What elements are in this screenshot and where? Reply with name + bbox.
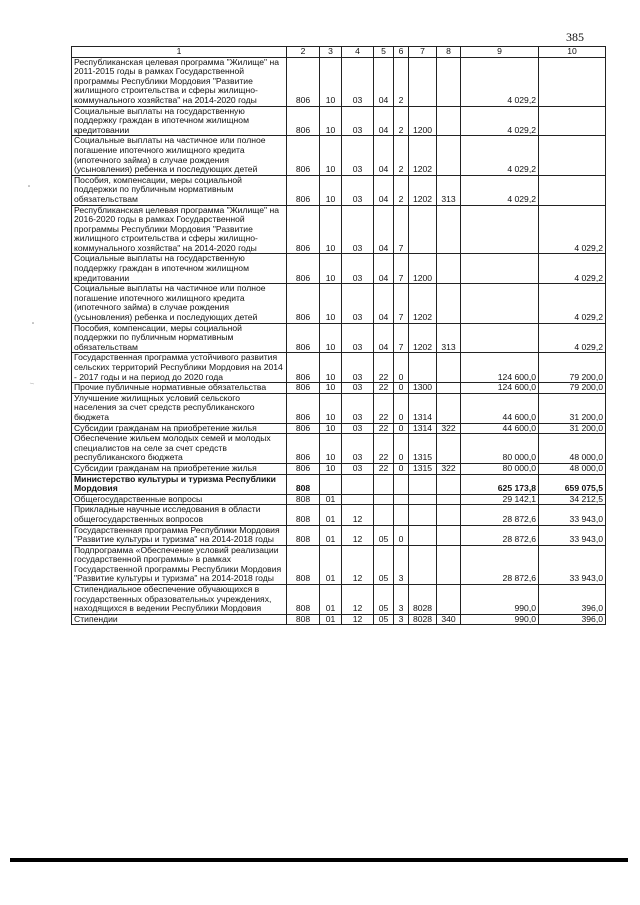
- cell-expense-type: 340: [437, 614, 461, 625]
- cell-section: 10: [320, 323, 342, 353]
- cell-expense-type: [437, 284, 461, 323]
- col-header: 8: [437, 47, 461, 58]
- cell-admin-code: 806: [287, 106, 320, 136]
- cell-amount-year1: 124 600,0: [461, 383, 539, 394]
- cell-amount-year1: [461, 205, 539, 254]
- cell-program: 04: [374, 205, 394, 254]
- budget-table: [71, 46, 606, 625]
- cell-section: 10: [320, 353, 342, 383]
- cell-expense-type: [437, 353, 461, 383]
- cell-amount-year2: 4 029,2: [539, 284, 606, 323]
- cell-amount-year2: 33 943,0: [539, 505, 606, 525]
- cell-direction: 8028: [409, 585, 437, 615]
- cell-expense-type: [437, 383, 461, 394]
- cell-program: 04: [374, 57, 394, 106]
- cell-description: Республиканская целевая программа "Жилище" на 2016-2020 годы в рамках Государственной программы Республики Мордовия "Развитие жилищного строительства и сферы жилищно-коммунального хозяйства" на 2014-2020 годы: [72, 205, 287, 254]
- table-row: [72, 353, 606, 383]
- cell-amount-year1: 44 600,0: [461, 393, 539, 423]
- table-row: [72, 525, 606, 545]
- cell-subprogram: [394, 474, 409, 494]
- table-row: [72, 57, 606, 106]
- cell-direction: 1314: [409, 423, 437, 434]
- cell-expense-type: [437, 434, 461, 464]
- cell-amount-year1: 29 142,1: [461, 494, 539, 505]
- cell-program: 22: [374, 463, 394, 474]
- cell-description: Субсидии гражданам на приобретение жилья: [72, 423, 287, 434]
- cell-description: Стипендии: [72, 614, 287, 625]
- cell-amount-year2: 33 943,0: [539, 525, 606, 545]
- cell-section: 10: [320, 136, 342, 175]
- cell-subprogram: 2: [394, 106, 409, 136]
- cell-direction: [409, 505, 437, 525]
- cell-subsection: 03: [342, 383, 374, 394]
- cell-amount-year2: 4 029,2: [539, 254, 606, 284]
- cell-subsection: 03: [342, 136, 374, 175]
- cell-description: Социальные выплаты на частичное или полное погашение ипотечного жилищного кредита (ипотечного займа) в случае рождения (усыновления) ребенка и последующих детей: [72, 284, 287, 323]
- table-row: [72, 545, 606, 584]
- cell-expense-type: 322: [437, 423, 461, 434]
- cell-description: Прикладные научные исследования в области общегосударственных вопросов: [72, 505, 287, 525]
- table-row: [72, 463, 606, 474]
- cell-subsection: 03: [342, 353, 374, 383]
- cell-amount-year2: 79 200,0: [539, 353, 606, 383]
- cell-subsection: 03: [342, 175, 374, 205]
- table-row: [72, 393, 606, 423]
- cell-subsection: 03: [342, 205, 374, 254]
- cell-subprogram: 0: [394, 393, 409, 423]
- cell-admin-code: 808: [287, 525, 320, 545]
- cell-amount-year2: 396,0: [539, 614, 606, 625]
- cell-admin-code: 808: [287, 614, 320, 625]
- col-header: 3: [320, 47, 342, 58]
- cell-admin-code: 808: [287, 545, 320, 584]
- cell-amount-year2: 33 943,0: [539, 545, 606, 584]
- cell-program: [374, 505, 394, 525]
- cell-description: Пособия, компенсации, меры социальной поддержки по публичным нормативным обязательствам: [72, 175, 287, 205]
- cell-subsection: [342, 474, 374, 494]
- cell-admin-code: 808: [287, 505, 320, 525]
- cell-direction: 1315: [409, 434, 437, 464]
- cell-amount-year2: 48 000,0: [539, 434, 606, 464]
- table-row: [72, 136, 606, 175]
- cell-admin-code: 806: [287, 254, 320, 284]
- cell-subsection: [342, 494, 374, 505]
- cell-admin-code: 806: [287, 423, 320, 434]
- table-body: [72, 57, 606, 625]
- cell-subprogram: 0: [394, 434, 409, 464]
- cell-program: 22: [374, 434, 394, 464]
- col-header: 5: [374, 47, 394, 58]
- cell-description: Государственная программа устойчивого развития сельских территорий Республики Мордовия на 2014 - 2017 годы и на период до 2020 года: [72, 353, 287, 383]
- cell-direction: 8028: [409, 614, 437, 625]
- cell-section: 01: [320, 614, 342, 625]
- cell-subprogram: 2: [394, 136, 409, 175]
- table-row: [72, 323, 606, 353]
- cell-program: 05: [374, 525, 394, 545]
- cell-amount-year1: 4 029,2: [461, 106, 539, 136]
- cell-section: 10: [320, 423, 342, 434]
- cell-program: [374, 494, 394, 505]
- col-header: 4: [342, 47, 374, 58]
- cell-expense-type: [437, 57, 461, 106]
- cell-admin-code: 806: [287, 434, 320, 464]
- cell-subprogram: 0: [394, 353, 409, 383]
- col-header: 2: [287, 47, 320, 58]
- cell-direction: [409, 205, 437, 254]
- cell-admin-code: 806: [287, 57, 320, 106]
- cell-program: 22: [374, 393, 394, 423]
- cell-amount-year1: [461, 254, 539, 284]
- cell-program: 04: [374, 175, 394, 205]
- cell-admin-code: 806: [287, 393, 320, 423]
- cell-section: 10: [320, 463, 342, 474]
- cell-description: Министерство культуры и туризма Республики Мордовия: [72, 474, 287, 494]
- cell-amount-year2: 31 200,0: [539, 393, 606, 423]
- header-row: [72, 47, 606, 58]
- cell-amount-year1: 44 600,0: [461, 423, 539, 434]
- cell-subsection: 12: [342, 585, 374, 615]
- cell-section: 10: [320, 205, 342, 254]
- cell-subsection: 12: [342, 505, 374, 525]
- cell-section: 01: [320, 494, 342, 505]
- table-row: [72, 106, 606, 136]
- table-row: [72, 434, 606, 464]
- cell-admin-code: 806: [287, 463, 320, 474]
- cell-direction: 1202: [409, 284, 437, 323]
- cell-description: Социальные выплаты на государственную поддержку граждан в ипотечном жилищном кредитовании: [72, 106, 287, 136]
- table-row: [72, 175, 606, 205]
- cell-expense-type: [437, 474, 461, 494]
- bottom-rule: [10, 858, 628, 862]
- cell-admin-code: 806: [287, 136, 320, 175]
- page-number: 385: [566, 30, 584, 44]
- cell-program: 04: [374, 106, 394, 136]
- cell-amount-year2: [539, 175, 606, 205]
- scan-marks: [0, 0, 60, 905]
- scan-mark-line: [30, 383, 34, 384]
- cell-description: Пособия, компенсации, меры социальной поддержки по публичным нормативным обязательствам: [72, 323, 287, 353]
- cell-description: Социальные выплаты на государственную поддержку граждан в ипотечном жилищном кредитовании: [72, 254, 287, 284]
- cell-subsection: 03: [342, 463, 374, 474]
- scan-mark-dot: [28, 185, 30, 187]
- col-header: 6: [394, 47, 409, 58]
- cell-subsection: 03: [342, 284, 374, 323]
- cell-expense-type: [437, 505, 461, 525]
- cell-program: 05: [374, 545, 394, 584]
- cell-subprogram: 0: [394, 463, 409, 474]
- cell-amount-year2: [539, 136, 606, 175]
- cell-direction: 1200: [409, 106, 437, 136]
- cell-subsection: 03: [342, 393, 374, 423]
- cell-section: 01: [320, 505, 342, 525]
- cell-subsection: 03: [342, 323, 374, 353]
- cell-admin-code: 806: [287, 383, 320, 394]
- cell-subprogram: 7: [394, 205, 409, 254]
- cell-admin-code: 806: [287, 175, 320, 205]
- cell-expense-type: [437, 525, 461, 545]
- cell-direction: [409, 494, 437, 505]
- cell-section: 10: [320, 106, 342, 136]
- cell-expense-type: 322: [437, 463, 461, 474]
- cell-amount-year1: 80 000,0: [461, 463, 539, 474]
- cell-program: 22: [374, 353, 394, 383]
- table-row: [72, 474, 606, 494]
- cell-amount-year1: 124 600,0: [461, 353, 539, 383]
- cell-amount-year2: 79 200,0: [539, 383, 606, 394]
- cell-section: 01: [320, 545, 342, 584]
- cell-admin-code: 806: [287, 323, 320, 353]
- cell-subprogram: 3: [394, 545, 409, 584]
- cell-description: Прочие публичные нормативные обязательства: [72, 383, 287, 394]
- scan-mark-dot: [32, 322, 34, 324]
- cell-description: Субсидии гражданам на приобретение жилья: [72, 463, 287, 474]
- col-header: 10: [539, 47, 606, 58]
- cell-amount-year1: [461, 284, 539, 323]
- cell-amount-year2: 396,0: [539, 585, 606, 615]
- cell-amount-year2: 34 212,5: [539, 494, 606, 505]
- cell-expense-type: [437, 545, 461, 584]
- cell-program: 04: [374, 254, 394, 284]
- cell-description: Социальные выплаты на частичное или полное погашение ипотечного жилищного кредита (ипотечного займа) в случае рождения (усыновления) ребенка и последующих детей: [72, 136, 287, 175]
- cell-amount-year1: 28 872,6: [461, 545, 539, 584]
- cell-admin-code: 806: [287, 284, 320, 323]
- table-row: [72, 254, 606, 284]
- cell-program: 04: [374, 136, 394, 175]
- cell-direction: 1314: [409, 393, 437, 423]
- cell-program: 05: [374, 585, 394, 615]
- cell-direction: 1200: [409, 254, 437, 284]
- cell-subsection: 03: [342, 57, 374, 106]
- cell-program: 05: [374, 614, 394, 625]
- cell-section: 10: [320, 393, 342, 423]
- cell-expense-type: 313: [437, 323, 461, 353]
- cell-section: 10: [320, 175, 342, 205]
- cell-subsection: 12: [342, 614, 374, 625]
- cell-subprogram: 2: [394, 57, 409, 106]
- cell-expense-type: [437, 494, 461, 505]
- cell-section: 10: [320, 254, 342, 284]
- cell-amount-year1: [461, 323, 539, 353]
- cell-direction: [409, 525, 437, 545]
- cell-amount-year1: 80 000,0: [461, 434, 539, 464]
- cell-direction: 1202: [409, 175, 437, 205]
- cell-subprogram: 0: [394, 525, 409, 545]
- cell-admin-code: 808: [287, 494, 320, 505]
- cell-direction: 1202: [409, 136, 437, 175]
- cell-description: Республиканская целевая программа "Жилище" на 2011-2015 годы в рамках Государственной программы Республики Мордовия "Развитие жилищного строительства и сферы жилищно-коммунального хозяйства" на 2014-2020 годы: [72, 57, 287, 106]
- cell-expense-type: [437, 393, 461, 423]
- cell-amount-year1: 4 029,2: [461, 136, 539, 175]
- cell-description: Обеспечение жильем молодых семей и молодых специалистов на селе за счет средств республиканского бюджета: [72, 434, 287, 464]
- cell-amount-year1: 4 029,2: [461, 57, 539, 106]
- cell-section: 10: [320, 434, 342, 464]
- cell-section: 10: [320, 383, 342, 394]
- cell-direction: [409, 474, 437, 494]
- cell-subsection: 12: [342, 525, 374, 545]
- cell-subsection: 03: [342, 106, 374, 136]
- cell-subprogram: 0: [394, 423, 409, 434]
- cell-expense-type: [437, 585, 461, 615]
- cell-amount-year2: 48 000,0: [539, 463, 606, 474]
- cell-expense-type: [437, 205, 461, 254]
- table-row: [72, 505, 606, 525]
- cell-direction: [409, 545, 437, 584]
- col-header: 7: [409, 47, 437, 58]
- cell-subsection: 03: [342, 254, 374, 284]
- cell-subprogram: 0: [394, 383, 409, 394]
- cell-subprogram: [394, 505, 409, 525]
- cell-direction: [409, 57, 437, 106]
- cell-direction: 1300: [409, 383, 437, 394]
- table-row: [72, 284, 606, 323]
- cell-description: Государственная программа Республики Мордовия "Развитие культуры и туризма" на 2014-2018 годы: [72, 525, 287, 545]
- col-header: 9: [461, 47, 539, 58]
- cell-section: 10: [320, 284, 342, 323]
- cell-subprogram: 7: [394, 323, 409, 353]
- cell-amount-year1: 4 029,2: [461, 175, 539, 205]
- cell-admin-code: 806: [287, 205, 320, 254]
- cell-subsection: 03: [342, 423, 374, 434]
- table-row: [72, 585, 606, 615]
- cell-amount-year1: 28 872,6: [461, 505, 539, 525]
- cell-amount-year2: [539, 106, 606, 136]
- cell-description: Подпрограмма «Обеспечение условий реализации государственной программы» в рамках Государственной программы Республики Мордовия "Развитие культуры и туризма" на 2014-2018 годы: [72, 545, 287, 584]
- cell-admin-code: 808: [287, 474, 320, 494]
- cell-subprogram: 2: [394, 175, 409, 205]
- cell-amount-year1: 990,0: [461, 614, 539, 625]
- cell-description: Общегосударственные вопросы: [72, 494, 287, 505]
- cell-section: 01: [320, 585, 342, 615]
- cell-amount-year1: 28 872,6: [461, 525, 539, 545]
- table-row: [72, 614, 606, 625]
- cell-admin-code: 808: [287, 585, 320, 615]
- cell-program: 22: [374, 383, 394, 394]
- cell-description: Улучшение жилищных условий сельского населения за счет средств республиканского бюджета: [72, 393, 287, 423]
- cell-amount-year2: [539, 57, 606, 106]
- cell-expense-type: [437, 254, 461, 284]
- cell-section: [320, 474, 342, 494]
- cell-section: 10: [320, 57, 342, 106]
- cell-subsection: 03: [342, 434, 374, 464]
- cell-subprogram: [394, 494, 409, 505]
- cell-expense-type: 313: [437, 175, 461, 205]
- cell-subsection: 12: [342, 545, 374, 584]
- cell-amount-year2: 31 200,0: [539, 423, 606, 434]
- col-header: 1: [72, 47, 287, 58]
- cell-subprogram: 3: [394, 614, 409, 625]
- cell-subprogram: 7: [394, 254, 409, 284]
- table-row: [72, 205, 606, 254]
- cell-section: 01: [320, 525, 342, 545]
- table-row: [72, 494, 606, 505]
- cell-expense-type: [437, 136, 461, 175]
- cell-program: 22: [374, 423, 394, 434]
- cell-direction: 1202: [409, 323, 437, 353]
- cell-direction: 1315: [409, 463, 437, 474]
- cell-amount-year1: 625 173,8: [461, 474, 539, 494]
- cell-amount-year2: 659 075,5: [539, 474, 606, 494]
- cell-direction: [409, 353, 437, 383]
- cell-program: 04: [374, 284, 394, 323]
- cell-program: [374, 474, 394, 494]
- cell-subprogram: 3: [394, 585, 409, 615]
- cell-admin-code: 806: [287, 353, 320, 383]
- cell-expense-type: [437, 106, 461, 136]
- cell-description: Стипендиальное обеспечение обучающихся в государственных образовательных учреждениях, находящихся в ведении Республики Мордовия: [72, 585, 287, 615]
- cell-program: 04: [374, 323, 394, 353]
- table-row: [72, 383, 606, 394]
- cell-amount-year1: 990,0: [461, 585, 539, 615]
- cell-amount-year2: 4 029,2: [539, 205, 606, 254]
- cell-subprogram: 7: [394, 284, 409, 323]
- table-row: [72, 423, 606, 434]
- cell-amount-year2: 4 029,2: [539, 323, 606, 353]
